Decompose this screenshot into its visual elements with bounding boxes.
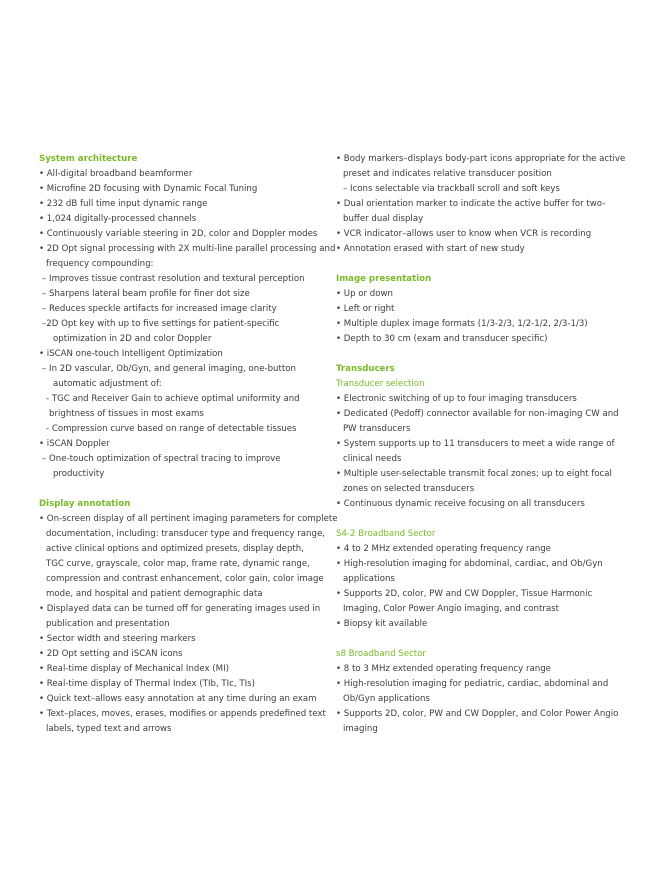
bullet-continuation: Imaging, Color Power Angio imaging, and contrast [343, 604, 559, 614]
bullet-continuation: Ob/Gyn applications [343, 694, 430, 704]
bullet-item: • Left or right [336, 304, 395, 314]
bullet-item: • Multiple user-selectable transmit focal zones; up to eight focal [336, 469, 612, 479]
sub-bullet-item: - Compression curve based on range of detectable tissues [46, 424, 297, 434]
bullet-continuation: labels, typed text and arrows [46, 724, 172, 734]
sub-bullet-item: – One-touch optimization of spectral tracing to improve [42, 454, 281, 464]
bullet-continuation: productivity [53, 469, 105, 479]
section-title: Transducers [336, 364, 395, 374]
bullet-continuation: publication and presentation [46, 619, 170, 629]
bullet-continuation: frequency compounding: [46, 259, 154, 269]
bullet-continuation: documentation, including: transducer type and frequency range, [46, 529, 325, 539]
bullet-continuation: clinical needs [343, 454, 402, 464]
bullet-item: • 1,024 digitally-processed channels [39, 214, 197, 224]
bullet-continuation: automatic adjustment of: [53, 379, 162, 389]
bullet-item: • Electronic switching of up to four imaging transducers [336, 394, 577, 404]
bullet-item: • Sector width and steering markers [39, 634, 196, 644]
bullet-item: • Up or down [336, 289, 393, 299]
section-block-0 [336, 152, 626, 257]
bullet-continuation: mode, and hospital and patient demographic data [46, 589, 263, 599]
bullet-item: • iSCAN Doppler [39, 439, 110, 449]
bullet-item: • All-digital broadband beamformer [39, 169, 193, 179]
section-spacer [336, 512, 626, 527]
bullet-item: • Quick text–allows easy annotation at any time during an exam [39, 694, 317, 704]
bullet-continuation: applications [343, 574, 395, 584]
bullet-continuation: – Icons selectable via trackball scroll and soft keys [343, 184, 560, 194]
bullet-continuation: optimization in 2D and color Doppler [53, 334, 212, 344]
bullet-item: • On-screen display of all pertinent imaging parameters for complete [39, 514, 338, 524]
bullet-item: • Continuously variable steering in 2D, color and Doppler modes [39, 229, 318, 239]
sub-bullet-item: - TGC and Receiver Gain to achieve optimal uniformity and [46, 394, 300, 404]
section-title: Display annotation [39, 499, 131, 509]
section-spacer [336, 347, 626, 362]
section-spacer [39, 482, 331, 497]
sub-bullet-item: – In 2D vascular, Ob/Gyn, and general imaging, one-button [42, 364, 296, 374]
bullet-item: • Multiple duplex image formats (1/3-2/3, 1/2-1/2, 2/3-1/3) [336, 319, 588, 329]
section-subtitle: S4-2 Broadband Sector [336, 529, 436, 539]
section-image-presentation [336, 272, 626, 347]
bullet-item: • Displayed data can be turned off for generating images used in [39, 604, 321, 614]
bullet-continuation: compression and contrast enhancement, color gain, color image [46, 574, 324, 584]
right-column [336, 152, 626, 737]
section-subtitle: Transducer selection [336, 379, 425, 389]
section-subtitle: s8 Broadband Sector [336, 649, 426, 659]
bullet-item: • 2D Opt setting and iSCAN icons [39, 649, 183, 659]
bullet-item: • Body markers–displays body-part icons appropriate for the active [336, 154, 626, 164]
bullet-item: • iSCAN one-touch Intelligent Optimization [39, 349, 223, 359]
bullet-continuation: TGC curve, grayscale, color map, frame rate, dynamic range, [46, 559, 310, 569]
bullet-item: • Real-time display of Mechanical Index (MI) [39, 664, 229, 674]
bullet-item: • Annotation erased with start of new study [336, 244, 525, 254]
section-s8-broadband-sector [336, 647, 626, 737]
bullet-item: • High-resolution imaging for abdominal, cardiac, and Ob/Gyn [336, 559, 603, 569]
bullet-item: • Biopsy kit available [336, 619, 428, 629]
section-spacer [336, 257, 626, 272]
bullet-continuation: PW transducers [343, 424, 411, 434]
section-spacer [336, 632, 626, 647]
bullet-item: • Text–places, moves, erases, modifies or appends predefined text [39, 709, 326, 719]
bullet-item: • Supports 2D, color, PW and CW Doppler, and Color Power Angio [336, 709, 619, 719]
sub-bullet-item: – Improves tissue contrast resolution and textural perception [42, 274, 305, 284]
section-s4-2-broadband-sector [336, 527, 626, 632]
bullet-item: • Supports 2D, color, PW and CW Doppler, Tissue Harmonic [336, 589, 593, 599]
bullet-continuation: zones on selected transducers [343, 484, 475, 494]
section-system-architecture [39, 152, 336, 482]
section-title: Image presentation [336, 274, 432, 284]
bullet-item: • VCR indicator–allows user to know when VCR is recording [336, 229, 592, 239]
sub-bullet-item: – Sharpens lateral beam profile for finer dot size [42, 289, 250, 299]
section-title: System architecture [39, 154, 138, 164]
bullet-item: • Continuous dynamic receive focusing on all transducers [336, 499, 585, 509]
bullet-continuation: active clinical options and optimized presets, display depth, [46, 544, 304, 554]
bullet-continuation: buffer dual display [343, 214, 424, 224]
bullet-item: • Microfine 2D focusing with Dynamic Focal Tuning [39, 184, 258, 194]
bullet-item: • 8 to 3 MHz extended operating frequency range [336, 664, 551, 674]
bullet-item: • 2D Opt signal processing with 2X multi-line parallel processing and [39, 244, 336, 254]
bullet-item: • Depth to 30 cm (exam and transducer specific) [336, 334, 548, 344]
bullet-item: • Dedicated (Pedoff) connector available for non-imaging CW and [336, 409, 619, 419]
bullet-continuation: preset and indicates relative transducer position [343, 169, 552, 179]
bullet-item: • Real-time display of Thermal Index (TIb, TIc, TIs) [39, 679, 255, 689]
left-column [39, 152, 338, 737]
bullet-item: • System supports up to 11 transducers to meet a wide range of [336, 439, 615, 449]
section-display-annotation [39, 497, 338, 737]
sub-bullet-item: – Reduces speckle artifacts for increased image clarity [42, 304, 277, 314]
bullet-item: • 4 to 2 MHz extended operating frequency range [336, 544, 551, 554]
bullet-item: • Dual orientation marker to indicate the active buffer for two- [336, 199, 606, 209]
bullet-item: • 232 dB full time input dynamic range [39, 199, 208, 209]
sub-bullet-item: brightness of tissues in most exams [49, 409, 204, 419]
sub-bullet-item: –2D Opt key with up to five settings for patient-specific [42, 319, 280, 329]
bullet-continuation: imaging [343, 724, 378, 734]
section-transducers [336, 362, 626, 512]
bullet-item: • High-resolution imaging for pediatric, cardiac, abdominal and [336, 679, 609, 689]
